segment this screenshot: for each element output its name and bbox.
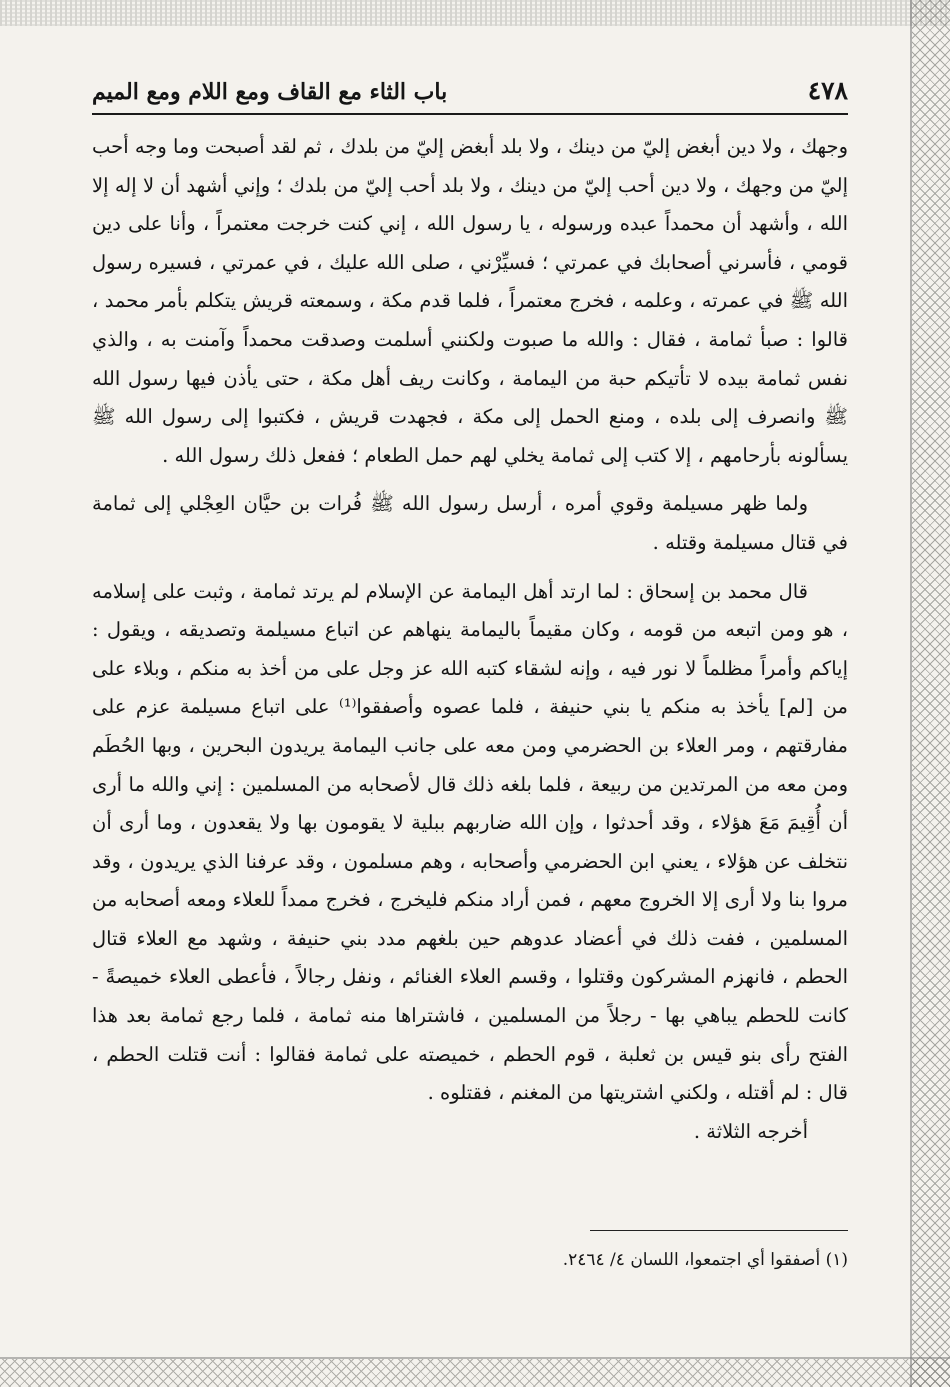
paragraph-1: وجهك ، ولا دين أبغض إليّ من دينك ، ولا بلد أبغض إليّ من بلدك ، ثم لقد أصبحت وما وجه أحب إليّ من وجهك ، ولا دين أحب إليّ من دينك ، ولا بلد أحب إليّ من بلدك ؛ وإني أشهد أن لا إله إلا الله ، وأشهد أن محمداً عبده ورسوله ، يا رسول الله ، إني كنت خرجت معتمراً ، وأنا على دين قومي ، فأسرني أصحابك في عمرتي ؛ فسيِّرْني ، صلى الله عليك ، في عمرتي ، فسيره رسول الله ﷺ في عمرته ، وعلمه ، فخرج معتمراً ، فلما قدم مكة ، وسمعته قريش يتكلم بأمر محمد ، قالوا : صبأ ثمامة ، فقال : والله ما صبوت ولكنني أسلمت وصدقت محمداً وآمنت به ، والذي نفس ثمامة بيده لا تأتيكم حبة من اليمامة ، وكانت ريف أهل مكة ، حتى يأذن فيها رسول الله ﷺ وانصرف إلى بلده ، ومنع الحمل إلى مكة ، فجهدت قريش ، فكتبوا إلى رسول الله ﷺ يسألونه بأرحامهم ، إلا كتب إلى ثمامة يخلي لهم حمل الطعام ؛ ففعل ذلك رسول الله . [92,135,848,467]
footnote: (١) أصفقوا أي اجتمعوا، اللسان ٤/ ٢٤٦٤. [562,1250,848,1270]
page-number: ٤٧٨ [807,76,848,105]
main-text [92,128,848,1151]
top-scan-border [0,0,950,26]
bottom-ornamental-border [0,1357,950,1387]
footnote-divider [590,1230,848,1231]
chapter-title: باب الثاء مع القاف ومع اللام ومع الميم [92,79,448,105]
paragraph-3: قال محمد بن إسحاق : لما ارتد أهل اليمامة عن الإسلام لم يرتد ثمامة ، وثبت على إسلامه ، هو ومن اتبعه من قومه ، وكان مقيماً باليمامة ينهاهم عن اتباع مسيلمة وتصديقه ، ويقول : إياكم وأمراً مظلماً لا نور فيه ، وإنه لشقاء كتبه الله عز وجل على من أخذ به منكم ، وبلاء على من [لم] يأخذ به منكم يا بني حنيفة ، فلما عصوه وأصفقوا⁽¹⁾ على اتباع مسيلمة عزم على مفارقتهم ، ومر العلاء بن الحضرمي ومن معه على جانب اليمامة يريدون البحرين ، وبها الحُطَم ومن معه من المرتدين من ربيعة ، فلما بلغه ذلك قال لأصحابه من المسلمين : إني والله ما أرى أن أُقِيمَ مَعَ هؤلاء ، وقد أحدثوا ، وإن الله ضاربهم ببلية لا يقومون بها ولا يقعدون ، وما أرى أن نتخلف عن هؤلاء ، يعني ابن الحضرمي وأصحابه ، وهم مسلمون ، وقد عرفنا الذي يريدون ، وقد مروا بنا ولا أرى إلا الخروج معهم ، فمن أراد منكم فليخرج ، فخرج ممداً للعلاء ومعه أصحابه من المسلمين ، ففت ذلك في أعضاد عدوهم حين بلغهم مدد بني حنيفة ، وشهد مع العلاء قتال الحطم ، فانهزم المشركون وقتلوا ، وقسم العلاء الغنائم ، ونفل رجالاً ، فأعطى العلاء خميصةً - كانت للحطم يباهي بها - رجلاً من المسلمين ، فاشتراها منه ثمامة ، فلما رجع ثمامة بعد هذا الفتح رأى بنو قيس بن ثعلبة ، قوم الحطم ، خميصته على ثمامة فقالوا : أنت قتلت الحطم ، قال : لم أقتله ، ولكني اشتريتها من المغنم ، فقتلوه . [92,579,848,1105]
page-header [92,76,848,115]
right-ornamental-border [910,0,950,1387]
paragraph-2: ولما ظهر مسيلمة وقوي أمره ، أرسل رسول الله ﷺ فُرات بن حيَّان العِجْلي إلى ثمامة في قتال مسيلمة وقتله . [92,492,848,554]
paragraph-4: أخرجه الثلاثة . [693,1119,808,1143]
